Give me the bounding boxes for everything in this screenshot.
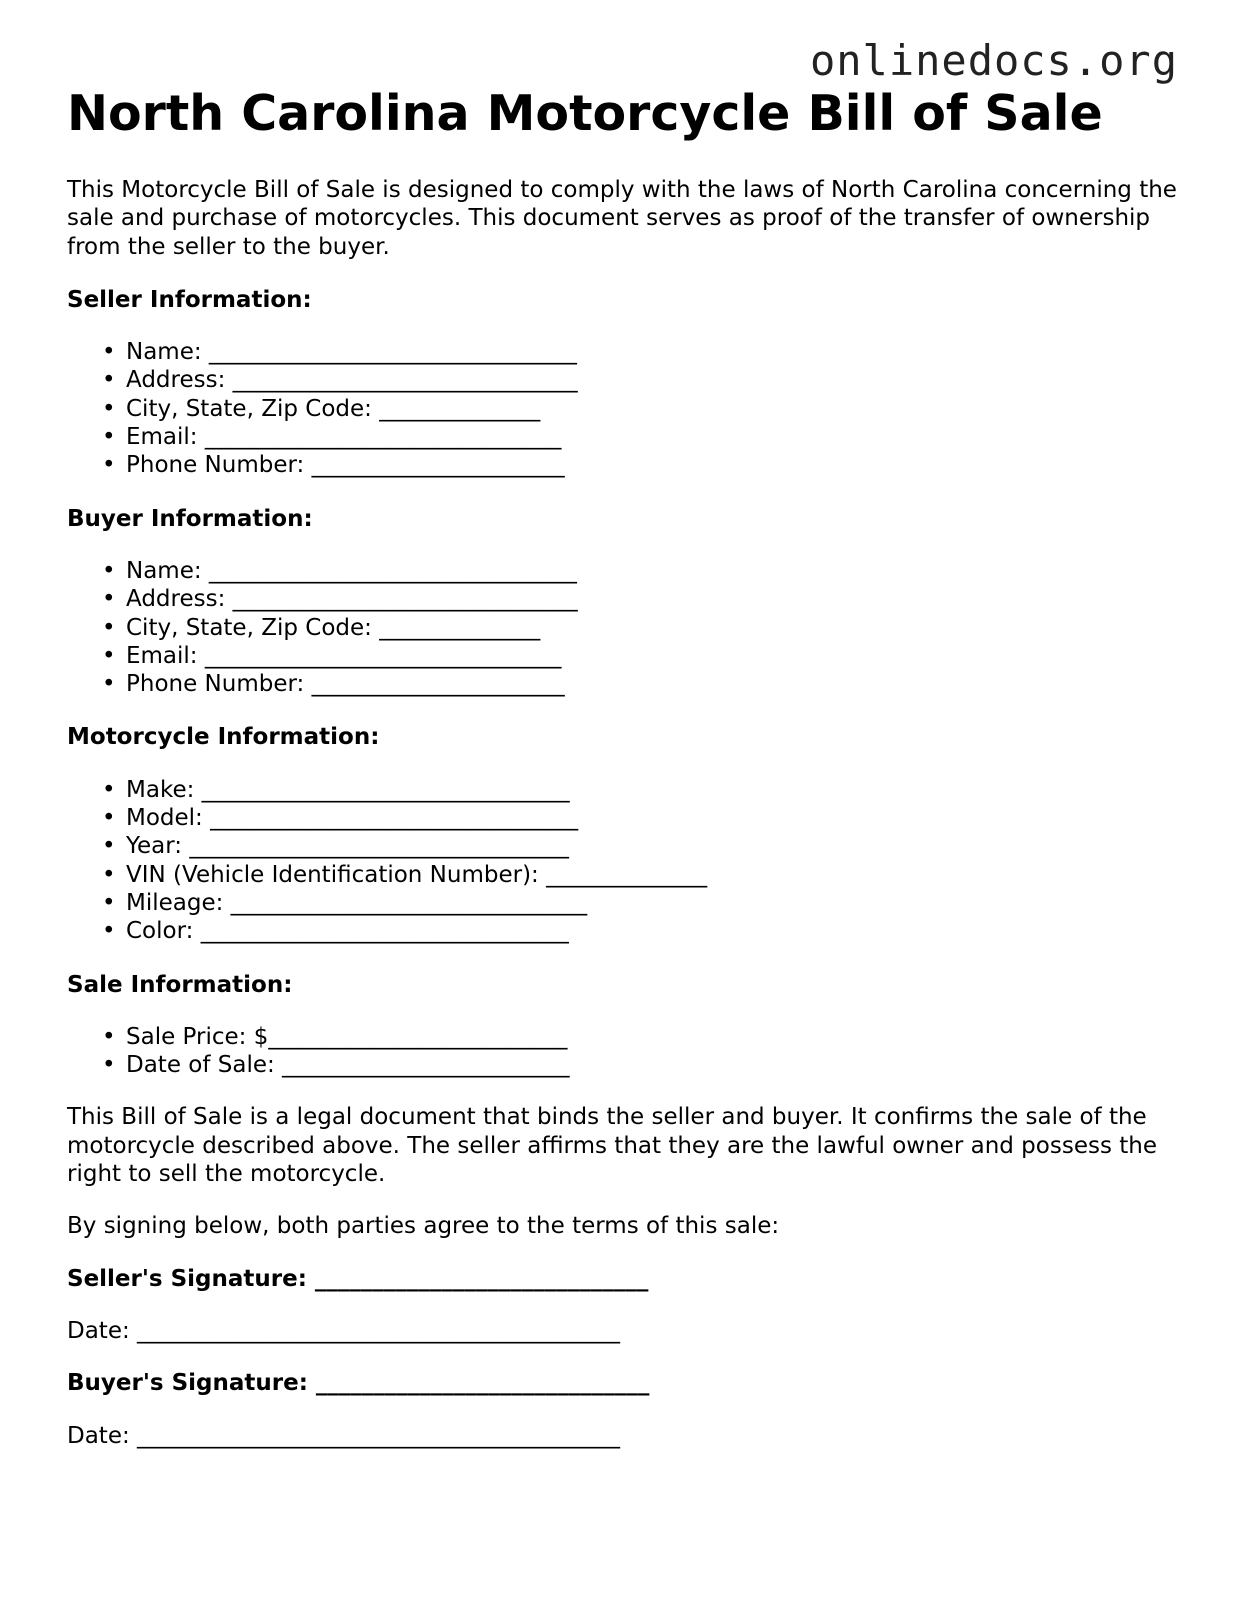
legal-paragraph: This Bill of Sale is a legal document that binds the seller and buyer. It confirms the sale of the motorcycle described above. The seller affirms that they are the lawful owner and possess the right to sell the motorcycle. xyxy=(67,1104,1157,1188)
sale-date-field: Date of Sale: _________________________ xyxy=(126,1052,570,1079)
buyer-email-field: Email: _______________________________ xyxy=(126,642,562,669)
list-item xyxy=(67,861,1177,889)
bullet-icon: • xyxy=(102,557,116,584)
buyer-info-list xyxy=(67,557,1177,698)
list-item xyxy=(67,614,1177,642)
buyer-name-field: Name: ________________________________ xyxy=(126,557,577,584)
motorcycle-model-field: Model: ________________________________ xyxy=(126,805,579,832)
buyer-address-field: Address: ______________________________ xyxy=(126,586,578,613)
bullet-icon: • xyxy=(102,367,116,394)
bullet-icon: • xyxy=(102,889,116,916)
bullet-icon: • xyxy=(102,833,116,860)
bullet-icon: • xyxy=(102,861,116,888)
motorcycle-year-field: Year: _________________________________ xyxy=(126,833,569,860)
list-item xyxy=(67,557,1177,585)
buyer-city-field: City, State, Zip Code: ______________ xyxy=(126,614,541,641)
buyer-signature-line: Buyer's Signature: _____________________________ xyxy=(67,1370,650,1397)
list-item xyxy=(67,642,1177,670)
list-item xyxy=(67,338,1177,366)
document-page xyxy=(67,86,1177,1450)
bullet-icon: • xyxy=(102,1052,116,1079)
bullet-icon: • xyxy=(102,395,116,422)
bullet-icon: • xyxy=(102,452,116,479)
motorcycle-vin-field: VIN (Vehicle Identification Number): ______________ xyxy=(126,861,708,888)
bullet-icon: • xyxy=(102,614,116,641)
seller-phone-field: Phone Number: ______________________ xyxy=(126,452,565,479)
seller-signature-line: Seller's Signature: _____________________________ xyxy=(67,1265,649,1292)
bullet-icon: • xyxy=(102,776,116,803)
list-item xyxy=(67,804,1177,832)
seller-address-field: Address: ______________________________ xyxy=(126,367,578,394)
seller-info-list xyxy=(67,338,1177,479)
sale-info-list xyxy=(67,1023,1177,1080)
seller-email-field: Email: _______________________________ xyxy=(126,424,562,451)
list-item xyxy=(67,1051,1177,1079)
motorcycle-mileage-field: Mileage: _______________________________ xyxy=(126,889,588,916)
sale-price-field: Sale Price: $__________________________ xyxy=(126,1023,568,1050)
bullet-icon: • xyxy=(102,671,116,698)
seller-date-line: Date: __________________________________________ xyxy=(67,1317,621,1344)
list-item xyxy=(67,776,1177,804)
agreement-paragraph: By signing below, both parties agree to the terms of this sale: xyxy=(67,1213,780,1240)
buyer-phone-field: Phone Number: ______________________ xyxy=(126,671,565,698)
list-item xyxy=(67,1023,1177,1051)
intro-paragraph: This Motorcycle Bill of Sale is designed to comply with the laws of North Carolina concerning the sale and purchase of motorcycles. This document serves as proof of the transfer of ownership from the seller to the buyer. xyxy=(67,177,1177,260)
motorcycle-section-heading: Motorcycle Information: xyxy=(67,724,380,751)
bullet-icon: • xyxy=(102,918,116,945)
seller-city-field: City, State, Zip Code: ______________ xyxy=(126,395,541,422)
list-item xyxy=(67,395,1177,423)
bullet-icon: • xyxy=(102,339,116,366)
list-item xyxy=(67,451,1177,479)
list-item xyxy=(67,423,1177,451)
list-item xyxy=(67,832,1177,860)
seller-section-heading: Seller Information: xyxy=(67,286,312,313)
motorcycle-info-list xyxy=(67,776,1177,946)
document-title: North Carolina Motorcycle Bill of Sale xyxy=(67,85,1103,142)
motorcycle-color-field: Color: ________________________________ xyxy=(126,918,569,945)
bullet-icon: • xyxy=(102,586,116,613)
buyer-section-heading: Buyer Information: xyxy=(67,505,313,532)
list-item xyxy=(67,366,1177,394)
list-item xyxy=(67,917,1177,945)
bullet-icon: • xyxy=(102,424,116,451)
bullet-icon: • xyxy=(102,642,116,669)
bullet-icon: • xyxy=(102,805,116,832)
watermark-logo: onlinedocs.org xyxy=(809,36,1178,85)
list-item xyxy=(67,585,1177,613)
motorcycle-make-field: Make: ________________________________ xyxy=(126,776,570,803)
sale-section-heading: Sale Information: xyxy=(67,971,293,998)
list-item xyxy=(67,670,1177,698)
buyer-date-line: Date: __________________________________________ xyxy=(67,1422,621,1449)
seller-name-field: Name: ________________________________ xyxy=(126,339,577,366)
bullet-icon: • xyxy=(102,1023,116,1050)
list-item xyxy=(67,889,1177,917)
